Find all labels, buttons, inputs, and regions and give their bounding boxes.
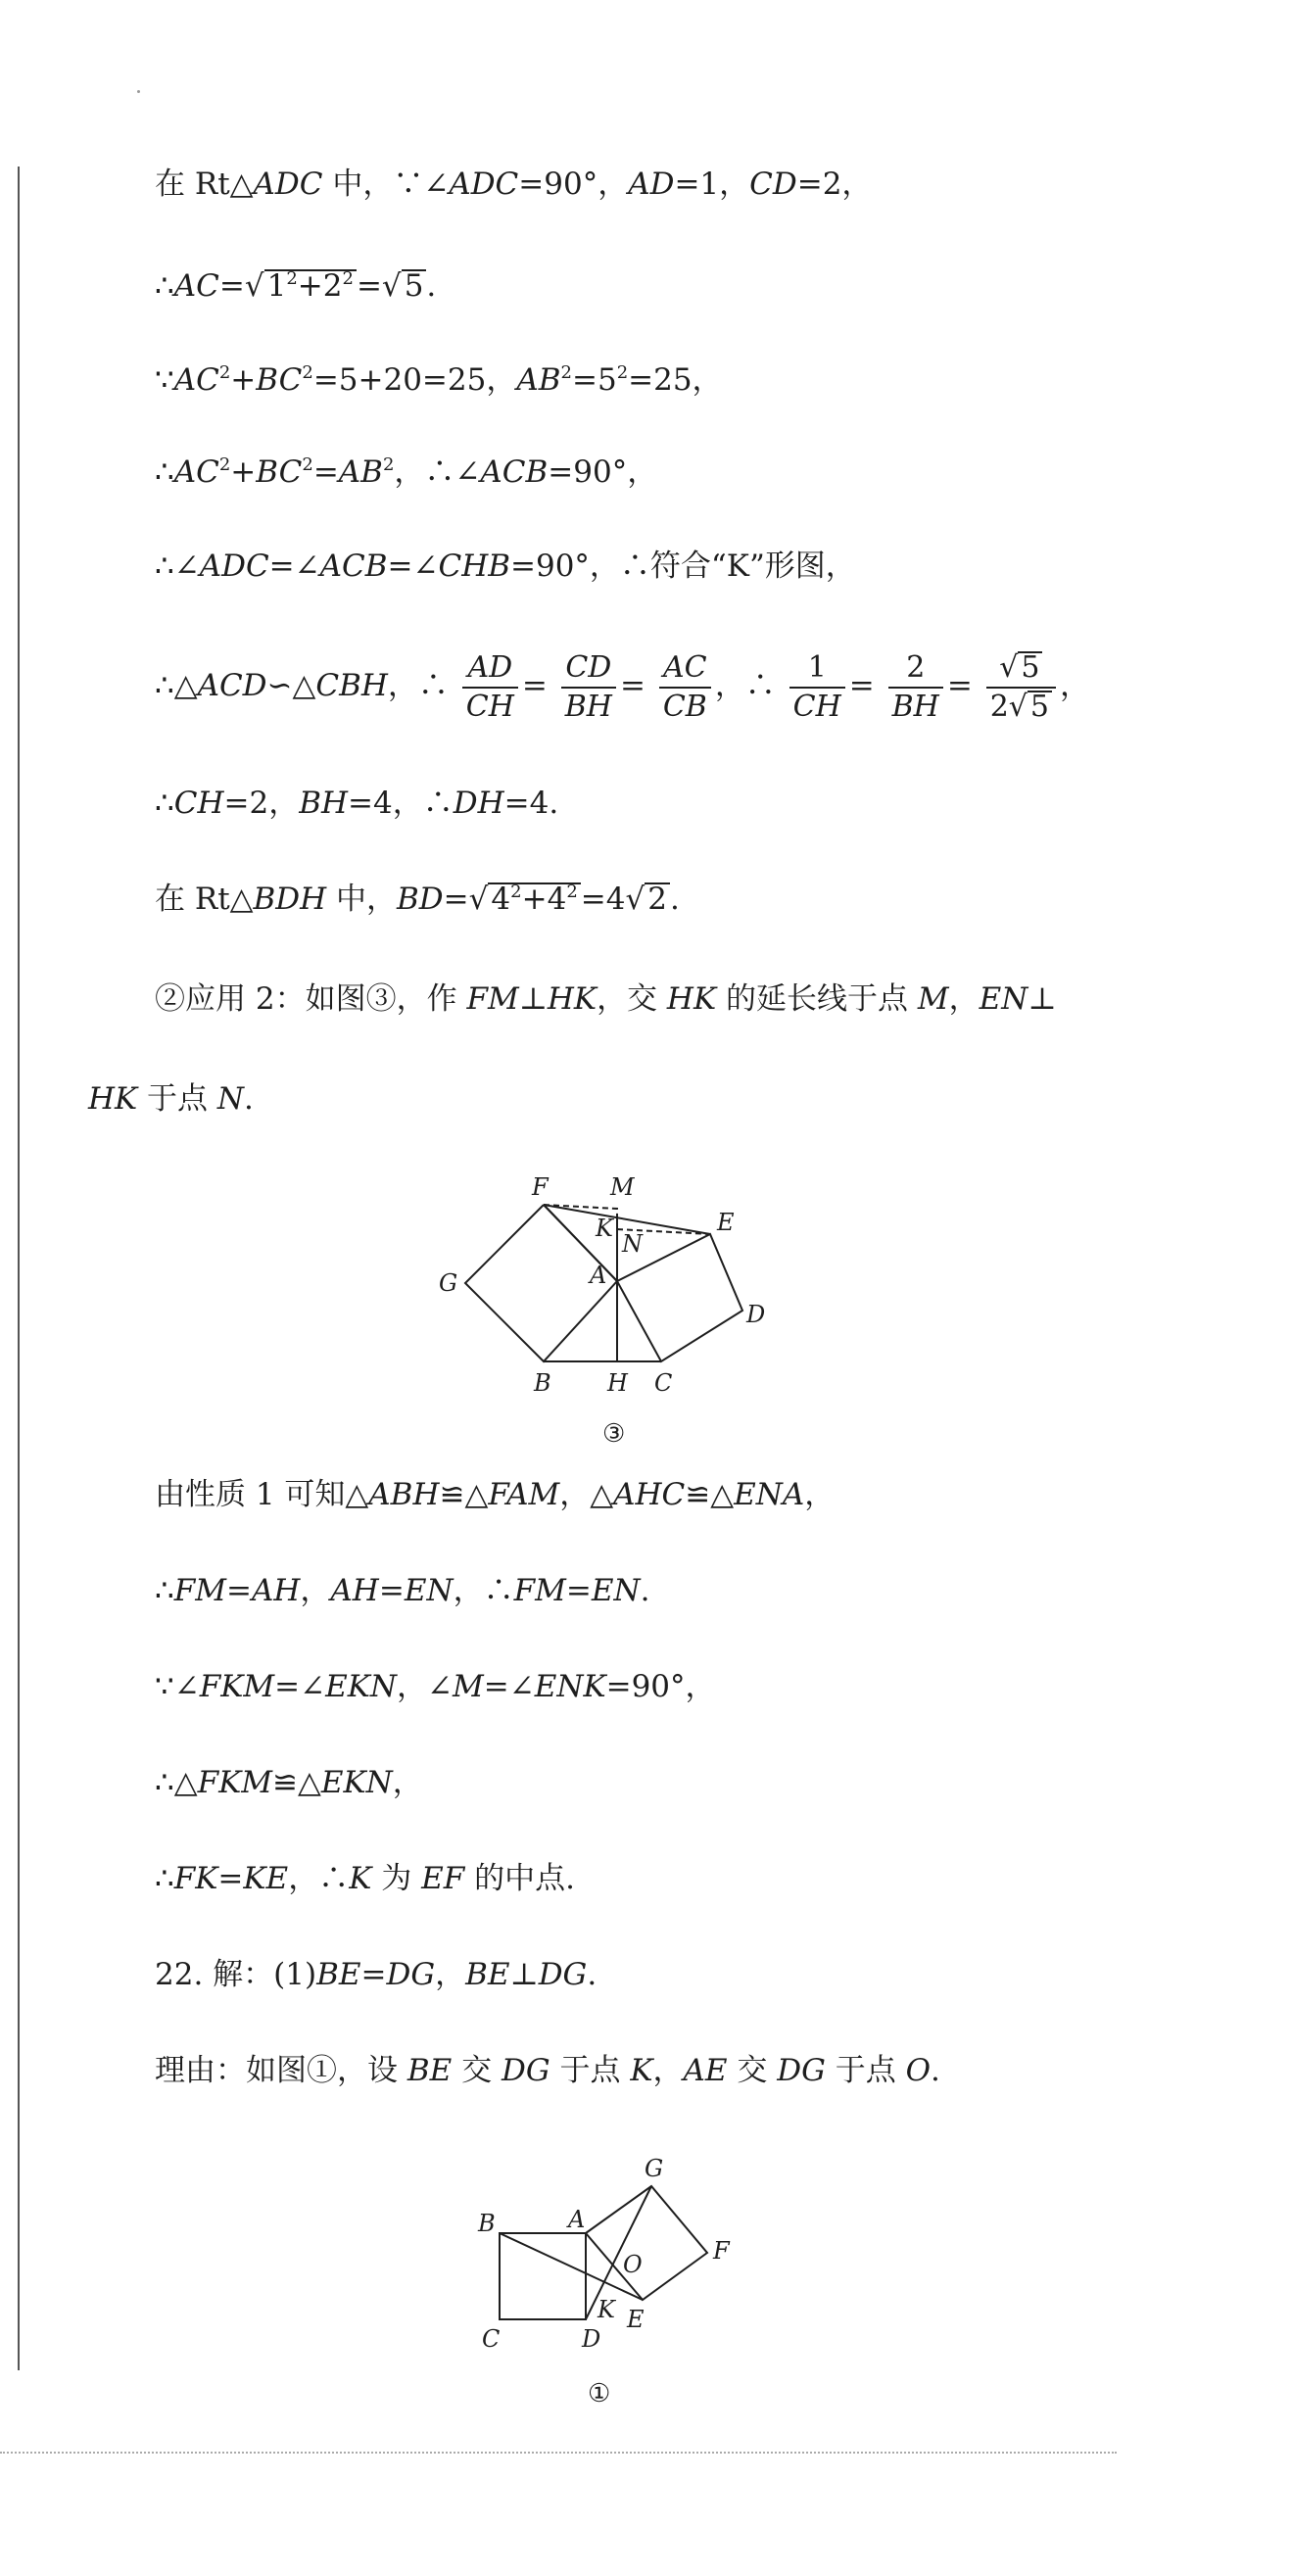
t: 于点 xyxy=(550,2053,631,2088)
t: ACB xyxy=(319,549,388,584)
text-line-14 xyxy=(155,1763,423,1802)
t: FK xyxy=(173,1861,218,1896)
text-line-10 xyxy=(88,1079,254,1119)
t: ∴ xyxy=(155,454,174,490)
t: =∠ xyxy=(268,549,320,584)
label-b: B xyxy=(478,2210,496,2237)
t: = xyxy=(312,454,339,490)
t: KE xyxy=(243,1861,289,1896)
label-k: K xyxy=(598,2296,615,2323)
t: =5+20=25， xyxy=(312,362,517,398)
t: = xyxy=(443,882,469,917)
t: = xyxy=(521,668,548,703)
t: EKN xyxy=(320,1765,393,1800)
t: ，△ xyxy=(559,1477,614,1512)
t: = xyxy=(360,1957,387,1992)
fraction: $\frac{√ 5}{2√ 5}$ xyxy=(986,649,1056,726)
t: = xyxy=(226,1573,252,1608)
t: ABH xyxy=(368,1477,440,1512)
t: ，∴ xyxy=(288,1861,350,1896)
t: ，交 xyxy=(597,981,667,1017)
t: 的延长线于点 xyxy=(716,981,918,1017)
t: ∴△ xyxy=(155,668,198,703)
t: ∴∠ xyxy=(155,549,200,584)
text-line-12 xyxy=(155,1571,649,1610)
t: =25， xyxy=(628,362,723,398)
text-line-11 xyxy=(155,1475,835,1514)
t: 2 xyxy=(616,362,629,383)
t: 交 xyxy=(727,2053,778,2088)
t: DG xyxy=(777,2053,826,2088)
t: ， xyxy=(435,1957,466,1992)
t: ⊥ xyxy=(509,1957,539,1992)
figure-3-caption: ③ xyxy=(602,1419,626,1449)
t: =4，∴ xyxy=(348,786,454,821)
t: DG xyxy=(386,1957,436,1992)
t: FM xyxy=(173,1573,226,1608)
t: 在 Rt△ xyxy=(155,167,254,202)
t: 1 xyxy=(266,268,287,304)
t: 2 xyxy=(302,454,313,475)
t: 2 xyxy=(286,268,298,289)
t: . xyxy=(244,1081,254,1117)
t: =2， xyxy=(796,167,873,202)
t: 中，∵∠ xyxy=(322,167,450,202)
label-d: D xyxy=(746,1301,766,1328)
t: ，∴∠ xyxy=(394,454,481,490)
segment-be xyxy=(500,2233,643,2300)
t: FM xyxy=(466,981,519,1017)
sqrt-expression: $√4^2+4^2$ xyxy=(469,880,581,919)
fraction: $\frac{1}{CH}$ xyxy=(789,649,845,726)
fraction: $\frac{AC}{CB}$ xyxy=(659,649,711,726)
t: +2 xyxy=(297,268,343,304)
t: ， xyxy=(652,2053,684,2088)
t: 2 xyxy=(218,454,231,475)
t: ⊥ xyxy=(1028,981,1057,1017)
t: =90°， xyxy=(605,1669,716,1704)
t: FKM xyxy=(199,1669,275,1704)
t: =∠ xyxy=(483,1669,535,1704)
t: ACD xyxy=(197,668,267,703)
fraction: $\frac{2}{BH}$ xyxy=(888,649,943,726)
label-b: B xyxy=(534,1369,551,1397)
text-line-1 xyxy=(155,165,872,204)
t: ∴ xyxy=(155,268,174,304)
t: M xyxy=(917,981,949,1017)
t: CBH xyxy=(315,668,388,703)
label-o: O xyxy=(623,2251,643,2278)
t: K xyxy=(630,2053,653,2088)
t: . xyxy=(669,882,680,917)
t: =5 xyxy=(571,362,617,398)
label-g: G xyxy=(645,2155,664,2182)
t: BE xyxy=(406,2053,453,2088)
t: ∵ xyxy=(155,362,174,398)
t: . xyxy=(587,1957,598,1992)
label-n: N xyxy=(622,1230,643,1258)
scan-dot xyxy=(137,90,140,93)
t: ， xyxy=(392,1765,423,1800)
t: BC xyxy=(256,362,303,398)
t: = xyxy=(848,668,875,703)
label-a: A xyxy=(568,2206,586,2233)
t: CH xyxy=(173,786,224,821)
t: 在 Rt△ xyxy=(155,882,254,917)
t: ENA xyxy=(734,1477,805,1512)
t: = xyxy=(619,668,646,703)
t: CHB xyxy=(438,549,511,584)
label-e: E xyxy=(717,1209,735,1236)
t: BE xyxy=(465,1957,510,1992)
t: ，∴ xyxy=(387,668,449,703)
t: EN xyxy=(979,981,1028,1017)
t: =4 xyxy=(580,882,626,917)
t: AC xyxy=(173,362,219,398)
text-line-5 xyxy=(155,547,856,586)
t: ，∴ xyxy=(453,1573,514,1608)
t: = xyxy=(217,1861,244,1896)
t: O xyxy=(905,2053,932,2088)
t: ∴△ xyxy=(155,1765,198,1800)
t: =90°， xyxy=(548,454,658,490)
text-line-6 xyxy=(155,646,1090,726)
figure-3 xyxy=(431,1166,784,1459)
t: . xyxy=(426,268,437,304)
t: 2 xyxy=(342,268,354,289)
t: AC xyxy=(173,268,219,304)
t: ②应用 2：如图③，作 xyxy=(155,981,467,1017)
t: ， xyxy=(804,1477,836,1512)
t: BC xyxy=(256,454,303,490)
t: EN xyxy=(591,1573,641,1608)
t: CD xyxy=(749,167,797,202)
t: 中， xyxy=(326,882,398,917)
t: AC xyxy=(173,454,219,490)
text-line-15 xyxy=(155,1859,575,1898)
t: 交 xyxy=(452,2053,502,2088)
t: + xyxy=(230,454,257,490)
text-line-2 xyxy=(155,266,436,306)
t: = xyxy=(218,268,245,304)
t: 由性质 1 可知△ xyxy=(155,1477,369,1512)
square-abcd xyxy=(500,2233,586,2319)
t: HK xyxy=(88,1081,138,1117)
label-c: C xyxy=(482,2325,501,2353)
t: ENK xyxy=(534,1669,606,1704)
t: AHC xyxy=(613,1477,686,1512)
t: . xyxy=(640,1573,650,1608)
bottom-dotted-rule xyxy=(0,2452,1117,2454)
t: ∴ xyxy=(155,786,174,821)
t: + xyxy=(230,362,257,398)
t: . xyxy=(931,2053,940,2088)
t: AH xyxy=(330,1573,379,1608)
sqrt-expression: $√1^2+2^2$ xyxy=(245,266,357,306)
text-line-16 xyxy=(155,1955,597,1994)
t: BD xyxy=(397,882,444,917)
t: M xyxy=(452,1669,484,1704)
t: =2， xyxy=(223,786,300,821)
t: ≌△ xyxy=(272,1765,321,1800)
t: ∵∠ xyxy=(155,1669,200,1704)
t: =90°， xyxy=(518,167,629,202)
t: 于点 xyxy=(825,2053,906,2088)
label-d: D xyxy=(582,2325,601,2353)
t: 22. 解：(1) xyxy=(155,1957,317,1992)
t: ADC xyxy=(449,167,519,202)
sqrt-expression: √5 xyxy=(382,266,427,306)
t: =∠ xyxy=(274,1669,326,1704)
label-f: F xyxy=(713,2237,730,2265)
t: K xyxy=(349,1861,372,1896)
t: FAM xyxy=(488,1477,560,1512)
figure-1 xyxy=(460,2145,754,2409)
t: BH xyxy=(299,786,349,821)
label-a: A xyxy=(590,1262,607,1289)
text-line-4 xyxy=(155,453,657,492)
t: =90°，∴符合“K”形图， xyxy=(510,549,856,584)
t: ∴ xyxy=(155,1861,174,1896)
label-g: G xyxy=(439,1269,458,1297)
label-e: E xyxy=(627,2306,645,2333)
t: 2 xyxy=(218,362,231,383)
t: ⊥ xyxy=(518,981,548,1017)
t: AB xyxy=(338,454,383,490)
t: ADC xyxy=(253,167,323,202)
text-line-7 xyxy=(155,784,558,823)
t: ≌△ xyxy=(685,1477,735,1512)
label-c: C xyxy=(654,1369,673,1397)
text-line-3 xyxy=(155,360,723,400)
t: 2 xyxy=(560,362,572,383)
text-line-8 xyxy=(155,880,680,919)
t: ADC xyxy=(199,549,269,584)
t: BDH xyxy=(253,882,327,917)
t: BE xyxy=(316,1957,361,1992)
t: = xyxy=(378,1573,405,1608)
t: =∠ xyxy=(387,549,439,584)
text-line-13 xyxy=(155,1667,716,1706)
t: 于点 xyxy=(137,1081,217,1117)
label-k: K xyxy=(596,1215,613,1242)
t: DG xyxy=(502,2053,550,2088)
t: DG xyxy=(538,1957,588,1992)
sqrt-expression: √2 xyxy=(625,880,670,919)
text-line-17 xyxy=(155,2051,940,2090)
t: ， xyxy=(948,981,980,1017)
fraction: $\frac{AD}{CH}$ xyxy=(462,649,518,726)
t: N xyxy=(216,1081,245,1117)
t: DH xyxy=(453,786,504,821)
t: AE xyxy=(683,2053,728,2088)
figure-1-caption: ① xyxy=(588,2379,611,2409)
t: FM xyxy=(513,1573,566,1608)
fraction: $\frac{CD}{BH}$ xyxy=(561,649,616,726)
t: ， xyxy=(1060,668,1091,703)
t: 2 xyxy=(302,362,313,383)
t: FKM xyxy=(197,1765,272,1800)
t: =4. xyxy=(503,786,559,821)
label-m: M xyxy=(610,1173,635,1201)
t: AD xyxy=(628,167,675,202)
text-line-9 xyxy=(155,979,1057,1019)
t: =1， xyxy=(674,167,750,202)
t: HK xyxy=(666,981,717,1017)
t: EKN xyxy=(325,1669,397,1704)
t: = xyxy=(565,1573,592,1608)
t: ， xyxy=(300,1573,331,1608)
label-f: F xyxy=(532,1173,549,1201)
t: = xyxy=(946,668,973,703)
dashed-fm xyxy=(544,1205,617,1215)
t: AB xyxy=(516,362,561,398)
t: 的中点. xyxy=(464,1861,575,1896)
t: 为 xyxy=(371,1861,422,1896)
t: ≌△ xyxy=(439,1477,489,1512)
t: EN xyxy=(404,1573,454,1608)
label-h: H xyxy=(607,1369,628,1397)
t: ∴ xyxy=(155,1573,174,1608)
t: = xyxy=(356,268,382,304)
t: HK xyxy=(547,981,598,1017)
t: ，∴ xyxy=(714,668,776,703)
t: ∽△ xyxy=(266,668,316,703)
t: ，∠ xyxy=(397,1669,453,1704)
t: AH xyxy=(251,1573,301,1608)
t: 2 xyxy=(382,454,395,475)
page-margin-line xyxy=(18,167,20,2370)
t: ACB xyxy=(480,454,549,490)
t: 理由：如图①，设 xyxy=(155,2053,407,2088)
t: EF xyxy=(421,1861,465,1896)
